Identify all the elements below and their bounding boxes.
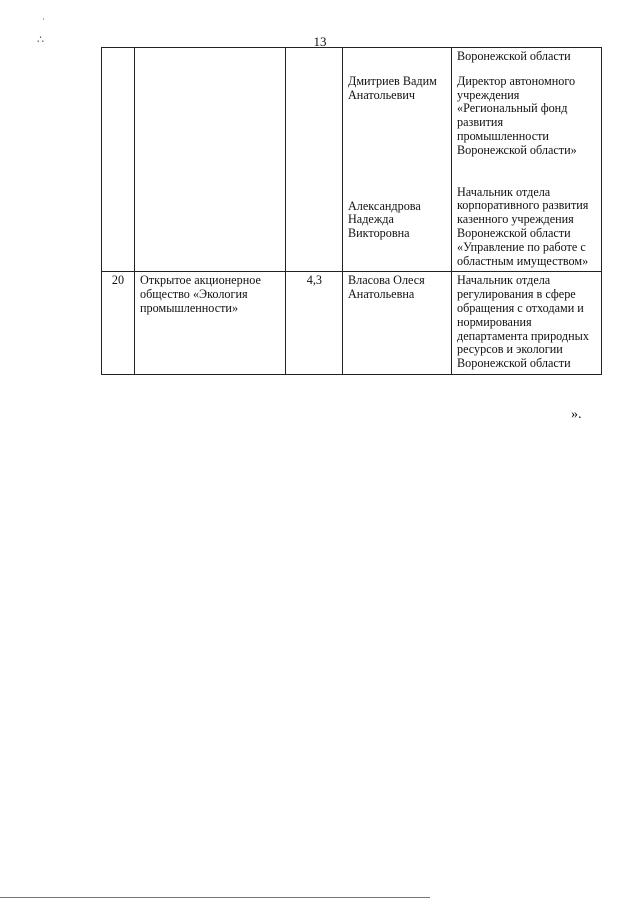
member-name: Власова Олеся Анатольевна [343, 272, 452, 375]
table-row [102, 272, 602, 375]
organization-cell [135, 48, 286, 272]
member-name: Александрова Надежда Викторовна [348, 198, 421, 241]
table-row-continued [102, 48, 602, 272]
member-position: Начальник отдела регулирования в сфере обращения с отходами и нормирования департамента природных ресурсов и экологии Воронежской области [452, 272, 602, 375]
closing-quote-mark: ». [571, 407, 582, 422]
organization-name: Открытое акционерное общество «Экология промышленности» [135, 272, 286, 375]
row-number: 20 [102, 272, 135, 375]
member-name: Дмитриев Вадим Анатольевич [348, 74, 437, 102]
member-position: Начальник отдела корпоративного развития казенного учреждения Воронежской области «Управление по работе с областным имуществом» [457, 184, 589, 268]
page-number: 13 [313, 34, 327, 49]
member-position: Директор автономного учреждения «Региональный фонд развития промышленности Воронежской области» [457, 73, 577, 157]
position-continued-text: Воронежской области [457, 49, 571, 63]
member-name-cell [343, 48, 452, 272]
scan-artifact-mark: · [42, 14, 45, 24]
share-value: 4,3 [286, 272, 343, 375]
scan-artifact-mark: ∴ [37, 34, 44, 46]
bottom-divider [0, 897, 430, 898]
members-table [101, 47, 602, 375]
share-cell [286, 48, 343, 272]
row-number-cell [102, 48, 135, 272]
member-position-cell [452, 48, 602, 272]
